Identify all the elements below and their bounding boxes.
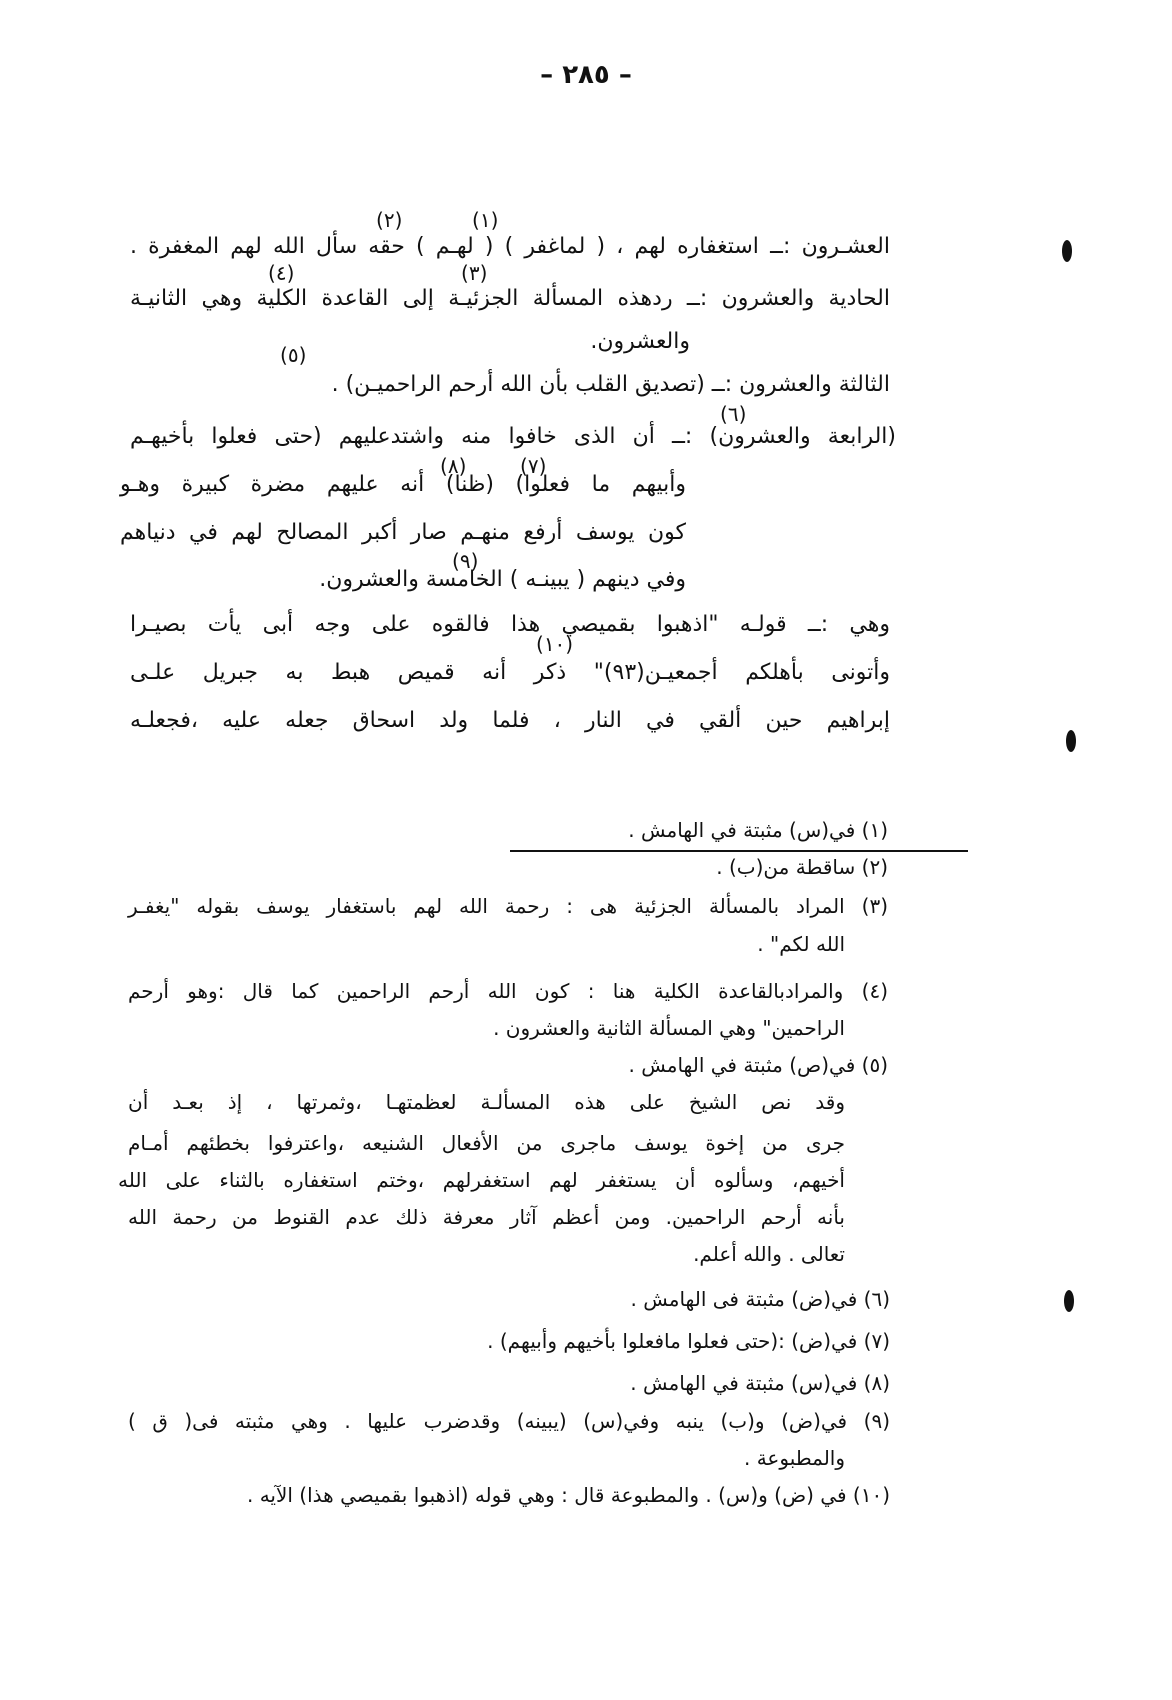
scan-mark — [1066, 730, 1076, 752]
reference-marker: (٣) — [461, 261, 488, 285]
reference-marker: (٢) — [376, 208, 403, 232]
footnote: (٤) والمرادبالقاعدة الكلية هنا : كون الله أرحم الراحمين كما قال :وهو أرحم — [128, 979, 888, 1003]
reference-marker: (٦) — [720, 402, 747, 426]
scan-mark — [1064, 1290, 1074, 1312]
footnote-continuation: جرى من إخوة يوسف ماجرى من الأفعال الشنيعه ،واعترفوا بخطئهم أمـام — [128, 1131, 845, 1155]
footnote: (٨) في(س) مثبتة في الهامش . — [630, 1371, 890, 1395]
reference-marker: (٥) — [280, 343, 307, 367]
footnote-continuation: وقد نص الشيخ على هذه المسألـة لعظمتهـا ،وثمرتها ، إذ بعـد أن — [128, 1090, 845, 1114]
footnote: (٧) في(ض) :(حتى فعلوا مافعلوا بأخيهم وأبيهم) . — [487, 1329, 890, 1353]
body-line: إبراهيم حين ألقي في النار ، فلما ولد اسحاق جعله عليه ،فجعلـه — [130, 708, 890, 733]
reference-marker: (٧) — [520, 454, 547, 478]
body-line: كون يوسف أرفع منهـم صار أكبر المصالح لهم في دنياهم — [120, 520, 686, 545]
footnote: (٩) في(ض) و(ب) ينبه وفي(س) (يبينه) وقدضرب عليها . وهي مثبته فى( ق ) — [128, 1409, 890, 1433]
footnote: (٥) في(ص) مثبتة في الهامش . — [628, 1053, 888, 1077]
scan-mark — [1062, 240, 1072, 262]
reference-marker: (١٠) — [536, 632, 574, 656]
footnote-continuation: أخيهم، وسألوه أن يستغفر لهم استغفرلهم ،وختم استغفاره بالثناء على الله — [118, 1168, 845, 1192]
body-line: وهي :ــ قولـه "اذهبوا بقميصي هذا فالقوه على وجه أبى يأت بصيـرا — [130, 612, 890, 637]
footnote-continuation: الراحمين" وهي المسألة الثانية والعشرون . — [493, 1016, 845, 1040]
footnote: (٢) ساقطة من(ب) . — [716, 855, 888, 879]
reference-marker: (٨) — [440, 454, 467, 478]
footnote-continuation: الله لكم" . — [757, 932, 845, 956]
reference-marker: (٩) — [452, 549, 479, 573]
body-line: العشـرون :ــ استغفاره لهم ، ( لماغفر ) ( لهـم ) حقه سأل الله لهم المغفرة . — [130, 234, 890, 259]
body-line: وأتونى بأهلكم أجمعيـن(٩٣)" ذكر أنه قميص هبط به جبريل علـى — [130, 660, 890, 685]
footnote: (١٠) في (ض) و(س) . والمطبوعة قال : وهي قوله (اذهبوا بقميصي هذا) الآيه . — [246, 1483, 890, 1507]
body-line: وأبيهم ما فعلوا) (ظنا) أنه عليهم مضرة كبيرة وهـو — [120, 472, 686, 497]
body-line: والعشرون. — [590, 329, 690, 354]
footnote-continuation: بأنه أرحم الراحمين. ومن أعظم آثار معرفة ذلك عدم القنوط من رحمة الله — [128, 1205, 845, 1229]
footnote-continuation: والمطبوعة . — [743, 1446, 845, 1470]
footnote: (٦) في(ض) مثبتة فى الهامش . — [630, 1287, 890, 1311]
body-line: (الرابعة والعشرون) :ــ أن الذى خافوا منه واشتدعليهم (حتى فعلوا بأخيهـم — [130, 424, 896, 449]
footnote: (٣) المراد بالمسألة الجزئية هى : رحمة الله لهم باستغفار يوسف بقوله "يغفـر — [128, 894, 888, 918]
body-line: وفي دينهم ( يبينـه ) الخامسة والعشرون. — [319, 567, 686, 592]
page-number: – ٢٨٥ – — [540, 60, 632, 90]
body-line: الثالثة والعشرون :ــ (تصديق القلب بأن الله أرحم الراحميـن) . — [331, 372, 890, 397]
footnote: (١) في(س) مثبتة في الهامش . — [628, 818, 888, 842]
footnote-continuation: تعالى . والله أعلم. — [693, 1242, 845, 1266]
reference-marker: (٤) — [268, 261, 295, 285]
reference-marker: (١) — [472, 208, 499, 232]
body-line: الحادية والعشرون :ــ ردهذه المسألة الجزئيـة إلى القاعدة الكلية وهي الثانيـة — [130, 286, 890, 311]
